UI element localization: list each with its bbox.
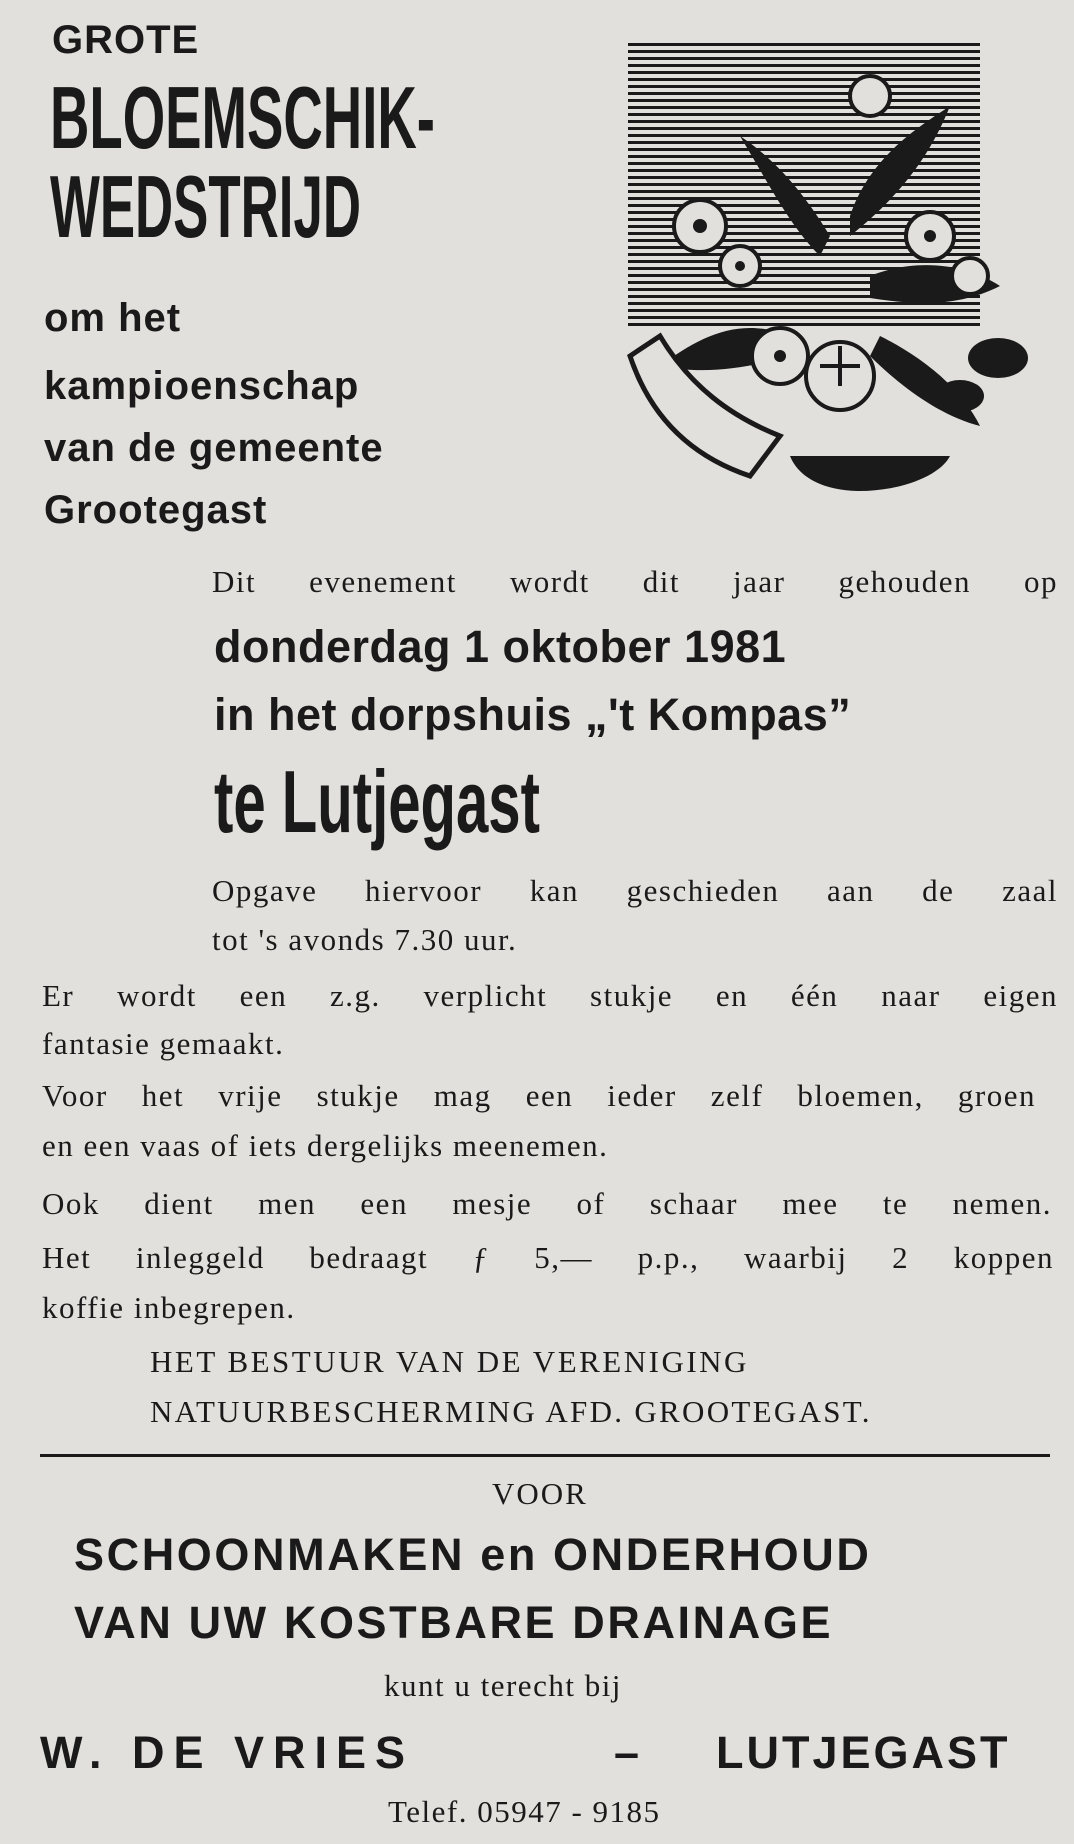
drainage-ad-line3: kunt u terecht bij: [384, 1668, 622, 1703]
body-para3-line1: Ook dient men een mesje of schaar mee te nemen.: [42, 1186, 1052, 1221]
drainage-ad-kicker: VOOR: [492, 1476, 588, 1511]
event-date: donderdag 1 oktober 1981: [214, 621, 787, 672]
ad-title-line1: BLOEMSCHIK-: [50, 68, 435, 167]
body-para2-line2: en een vaas of iets dergelijks meenemen.: [42, 1128, 609, 1163]
ad-subtitle-line3: van de gemeente: [44, 426, 384, 470]
ad-divider: [40, 1454, 1050, 1457]
body-para4-line1: Het inleggeld bedraagt ƒ 5,— p.p., waarbij 2 koppen: [42, 1240, 1054, 1275]
event-town: te Lutjegast: [214, 752, 540, 851]
ad-subtitle-line2: kampioenschap: [44, 364, 360, 408]
signature-line1: HET BESTUUR VAN DE VERENIGING: [150, 1344, 749, 1379]
ad-kicker: GROTE: [52, 18, 200, 62]
registration-line1: Opgave hiervoor kan geschieden aan de zaal: [212, 873, 1058, 908]
drainage-ad-line1: SCHOONMAKEN en ONDERHOUD: [74, 1529, 872, 1580]
ad-title-line2: WEDSTRIJD: [50, 157, 361, 256]
ad-subtitle-line4: Grootegast: [44, 488, 268, 532]
company-name: W. DE VRIES: [40, 1727, 415, 1778]
body-para1-line1: Er wordt een z.g. verplicht stukje en één naar eigen: [42, 978, 1058, 1013]
company-phone: Telef. 05947 - 9185: [388, 1794, 661, 1829]
body-para2-line1: Voor het vrije stukje mag een ieder zelf bloemen, groen: [42, 1078, 1036, 1113]
company-place: LUTJEGAST: [716, 1727, 1011, 1778]
event-intro: Dit evenement wordt dit jaar gehouden op: [212, 564, 1058, 599]
drainage-ad-line2: VAN UW KOSTBARE DRAINAGE: [74, 1597, 834, 1648]
company-dash: –: [614, 1727, 640, 1778]
body-para4-line2: koffie inbegrepen.: [42, 1290, 296, 1325]
body-para1-line2: fantasie gemaakt.: [42, 1026, 285, 1061]
signature-line2: NATUURBESCHERMING AFD. GROOTEGAST.: [150, 1394, 872, 1429]
ad-subtitle-line1: om het: [44, 296, 182, 340]
registration-line2: tot 's avonds 7.30 uur.: [212, 922, 518, 957]
event-venue: in het dorpshuis „'t Kompas”: [214, 689, 852, 740]
flower-arrangement-icon: [620, 36, 1032, 498]
